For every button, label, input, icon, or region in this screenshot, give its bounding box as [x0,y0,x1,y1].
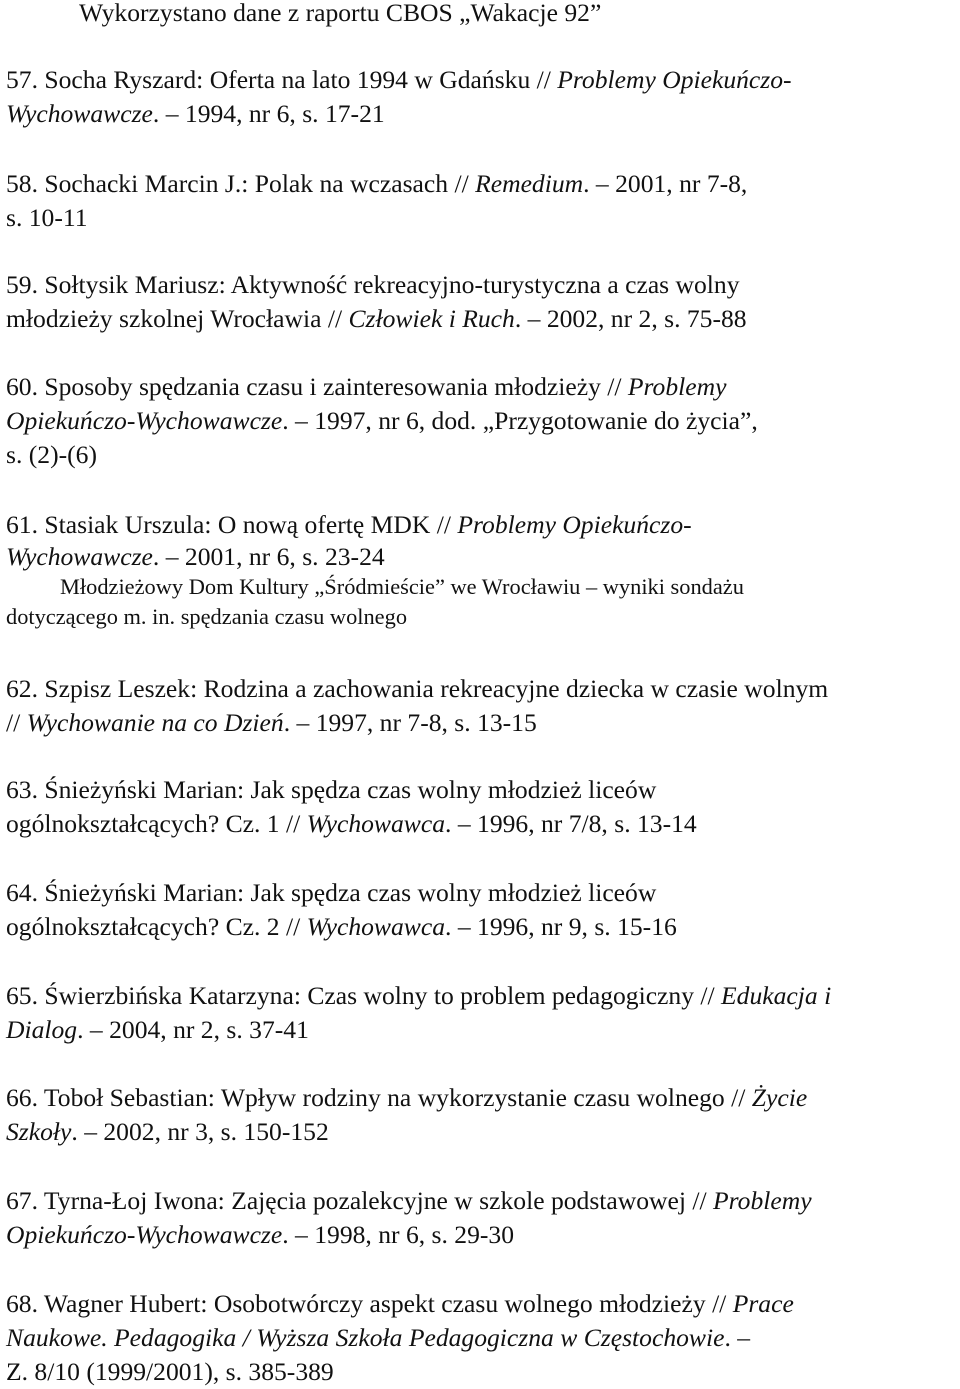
entry-text: Sołtysik Mariusz: Aktywność rekreacyjno-turystyczna a czas wolny [38,270,740,299]
entry-text: . – [724,1323,751,1352]
entry-line [6,370,960,404]
entry-text: . – 1998, nr 6, s. 29-30 [282,1220,515,1249]
journal-title: Opiekuńczo-Wychowawcze [6,1220,283,1249]
entry-text: . – 2002, nr 2, s. 75-88 [514,304,747,333]
entry-number: 61. [6,510,38,539]
journal-title: Wychowawcze [6,99,153,128]
entry-text: Śnieżyński Marian: Jak spędza czas wolny młodzież liceów [38,878,657,907]
entry-text: Świerzbińska Katarzyna: Czas wolny to problem pedagogiczny // [38,981,722,1010]
entry-number: 63. [6,775,38,804]
bibliography-entry-63 [6,773,960,841]
entry-annotation [6,572,960,602]
entry-line [6,438,960,472]
bibliography-entry-60 [6,370,960,472]
bibliography-entry-67 [6,1184,960,1252]
bibliography-entry-68 [6,1287,960,1389]
entry-number: 62. [6,674,38,703]
entry-text: młodzieży szkolnej Wrocławia // [6,304,349,333]
entry-line [6,876,960,910]
entry-line [6,201,960,235]
entry-number: 57. [6,65,38,94]
entry-line [6,508,960,542]
entry-line [6,542,960,572]
entry-text: . – 1996, nr 9, s. 15-16 [445,912,677,941]
entry-text: . – 2001, nr 7-8, [583,169,748,198]
journal-title: Naukowe. Pedagogika / Wyższa Szkoła Pedagogiczna w Częstochowie [6,1323,725,1352]
journal-title: Wychowanie na co Dzień [26,708,284,737]
entry-line [6,167,960,201]
entry-text: s. (2)-(6) [6,440,97,469]
entry-line [6,302,960,336]
entry-line [6,1355,960,1389]
entry-line [6,1184,960,1218]
bibliography-entry-62 [6,672,960,740]
source-note: Wykorzystano dane z raportu CBOS „Wakacje 92” [79,0,602,27]
entry-line [6,979,960,1013]
entry-text: Śnieżyński Marian: Jak spędza czas wolny młodzież liceów [38,775,657,804]
entry-line [6,1081,960,1115]
entry-text: . – 1997, nr 6, dod. „Przygotowanie do życia”, [282,406,758,435]
journal-title: Opiekuńczo-Wychowawcze [6,406,283,435]
entry-line [6,1013,960,1047]
entry-line [6,404,960,438]
annotation-text: dotyczącego m. in. spędzania czasu wolnego [6,604,408,629]
bibliography-entry-59 [6,268,960,336]
entry-text: ogólnokształcących? Cz. 1 // [6,809,307,838]
entry-number: 66. [6,1083,38,1112]
entry-number: 60. [6,372,38,401]
bibliography-entry-58 [6,167,960,235]
entry-text: Wagner Hubert: Osobotwórczy aspekt czasu wolnego młodzieży // [38,1289,733,1318]
entry-line [6,268,960,302]
journal-title: Problemy [713,1186,812,1215]
journal-title: Życie [751,1083,808,1112]
entry-line [6,1287,960,1321]
bibliography-entry-61 [6,508,960,632]
journal-title: Wychowawca [306,809,446,838]
entry-line [6,807,960,841]
entry-number: 67. [6,1186,38,1215]
entry-text: . – 2002, nr 3, s. 150-152 [71,1117,329,1146]
entry-line [6,773,960,807]
entry-text: . – 2001, nr 6, s. 23-24 [152,542,385,571]
entry-line [6,63,960,97]
entry-text: Toboł Sebastian: Wpływ rodziny na wykorzystanie czasu wolnego // [38,1083,752,1112]
journal-title: Wychowawcze [6,542,153,571]
entry-text: . – 1996, nr 7/8, s. 13-14 [445,809,697,838]
entry-number: 64. [6,878,38,907]
entry-text: Szpisz Leszek: Rodzina a zachowania rekreacyjne dziecka w czasie wolnym [38,674,829,703]
entry-line [6,1218,960,1252]
journal-title: Problemy Opiekuńczo- [557,65,792,94]
entry-text: Z. 8/10 (1999/2001), s. 385-389 [6,1357,334,1386]
entry-line [6,672,960,706]
bibliography-entry-57 [6,63,960,131]
entry-line [6,910,960,944]
entry-annotation [6,602,960,632]
journal-title: Dialog [6,1015,78,1044]
entry-number: 58. [6,169,38,198]
entry-text: Socha Ryszard: Oferta na lato 1994 w Gdańsku // [38,65,558,94]
entry-text: Stasiak Urszula: O nową ofertę MDK // [38,510,458,539]
journal-title: Remedium [475,169,584,198]
entry-text: . – 1994, nr 6, s. 17-21 [152,99,385,128]
entry-line [6,97,960,131]
entry-number: 65. [6,981,38,1010]
entry-text: . – 2004, nr 2, s. 37-41 [77,1015,309,1044]
journal-title: Problemy Opiekuńczo- [457,510,692,539]
bibliography-entry-64 [6,876,960,944]
entry-line [6,706,960,740]
entry-text: // [6,708,27,737]
entry-text: Sposoby spędzania czasu i zainteresowania młodzieży // [38,372,628,401]
annotation-text: Młodzieżowy Dom Kultury „Śródmieście” we Wrocławiu – wyniki sondażu [60,574,744,599]
entry-text: ogólnokształcących? Cz. 2 // [6,912,307,941]
journal-title: Edukacja i [721,981,832,1010]
journal-title: Człowiek i Ruch [348,304,515,333]
entry-line [6,1321,960,1355]
entry-line [6,1115,960,1149]
journal-title: Problemy [627,372,727,401]
journal-title: Wychowawca [306,912,446,941]
entry-text: s. 10-11 [6,203,88,232]
entry-text: . – 1997, nr 7-8, s. 13-15 [283,708,537,737]
entry-number: 59. [6,270,38,299]
entry-text: Tyrna-Łoj Iwona: Zajęcia pozalekcyjne w szkole podstawowej // [38,1186,714,1215]
journal-title: Szkoły [6,1117,72,1146]
entry-number: 68. [6,1289,38,1318]
bibliography-entry-65 [6,979,960,1047]
entry-text: Sochacki Marcin J.: Polak na wczasach // [38,169,476,198]
bibliography-entry-66 [6,1081,960,1149]
journal-title: Prace [732,1289,794,1318]
